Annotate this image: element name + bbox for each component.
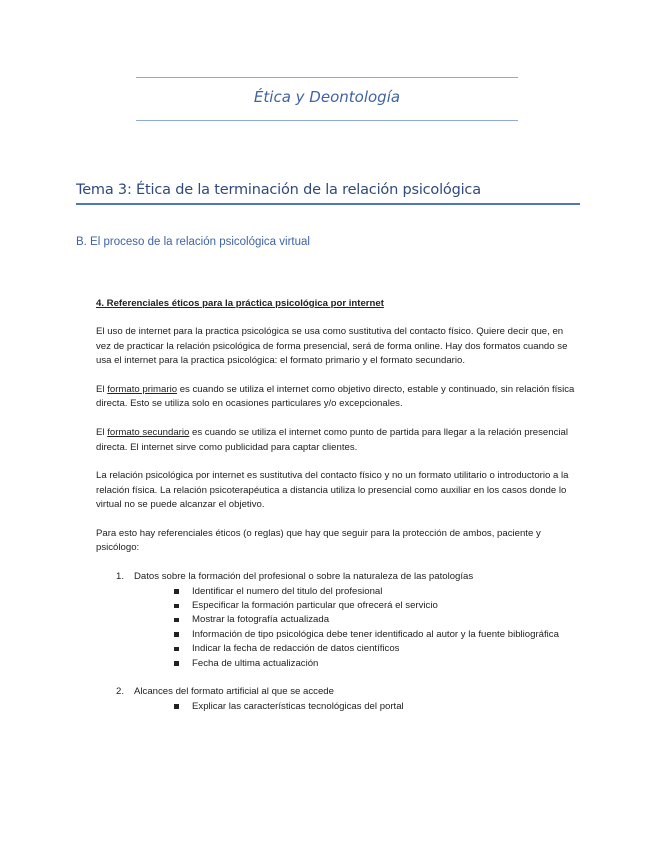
bullet-item xyxy=(174,585,580,599)
square-bullet-icon xyxy=(174,632,179,637)
square-bullet-icon xyxy=(174,618,179,623)
header-rule-bottom xyxy=(136,120,518,121)
paragraph-3-lead: El xyxy=(96,427,108,439)
bullet-item xyxy=(174,700,580,714)
list-item-text: Datos sobre la formación del profesional o sobre la naturaleza de las patologías xyxy=(134,571,474,583)
bullet-item xyxy=(174,657,580,671)
bullet-text: Especificar la formación particular que ofrecerá el servicio xyxy=(192,600,438,612)
term-formato-secundario: formato secundario xyxy=(107,427,190,439)
square-bullet-icon xyxy=(174,661,179,666)
term-formato-primario: formato primario xyxy=(107,384,178,396)
chapter-title: Tema 3: Ética de la terminación de la relación psicológica xyxy=(76,182,580,205)
square-bullet-icon xyxy=(174,604,179,609)
list-item-number: 1. xyxy=(116,571,125,583)
list-item-number: 2. xyxy=(116,686,125,698)
paragraph-3-rest: es cuando se utiliza el internet como punto de partida para llegar a la relación presencial directa. El internet sirve como publicidad para captar clientes. xyxy=(96,427,568,453)
bullet-item xyxy=(174,613,580,627)
paragraph-3 xyxy=(96,426,580,455)
bullet-text: Identificar el numero del titulo del profesional xyxy=(192,585,383,597)
paragraph-1: El uso de internet para la practica psicológica se usa como sustitutiva del contacto físico. Quiere decir que, en vez de practicar la relación psicológica de forma presencial, será de forma online. Hay dos formatos cuando se usa el internet para la practica psicológica: el formato primario y el formato secundario. xyxy=(96,326,568,367)
paragraph-2-lead: El xyxy=(96,384,108,396)
bullet-text: Explicar las características tecnológicas del portal xyxy=(192,700,404,712)
bullet-text: Mostrar la fotografía actualizada xyxy=(192,614,330,626)
bullet-list xyxy=(134,700,580,714)
paragraph-2 xyxy=(96,383,580,412)
numbered-list xyxy=(96,570,580,714)
paragraph-5: Para esto hay referenciales éticos (o reglas) que hay que seguir para la protección de ambos, paciente y psicólogo: xyxy=(96,528,541,554)
paragraph-4: La relación psicológica por internet es sustitutiva del contacto físico y no un formato utilitario o introductorio a la relación física. La relación psicoterapéutica a distancia utiliza lo presencial como auxiliar en los casos donde lo virtual no se puede alcanzar el objetivo. xyxy=(96,470,569,511)
header-title: Ética y Deontología xyxy=(253,88,401,106)
document-body xyxy=(96,297,580,729)
bullet-text: Información de tipo psicológica debe tener identificado al autor y la fuente bibliográfica xyxy=(192,628,559,640)
bullet-item xyxy=(174,599,580,613)
square-bullet-icon xyxy=(174,589,179,594)
square-bullet-icon xyxy=(174,647,179,652)
paragraph-2-rest: es cuando se utiliza el internet como objetivo directo, estable y continuado, sin relación física directa. Esto se utiliza solo en ocasiones particulares y/o excepcionales. xyxy=(96,384,575,410)
sub-heading: 4. Referenciales éticos para la práctica psicológica por internet xyxy=(96,298,384,309)
bullet-text: Indicar la fecha de redacción de datos científicos xyxy=(192,643,400,655)
header-rule-top xyxy=(136,77,518,78)
list-item xyxy=(96,685,580,714)
bullet-item xyxy=(174,642,580,656)
list-item xyxy=(96,570,580,671)
square-bullet-icon xyxy=(174,704,179,709)
bullet-list xyxy=(134,585,580,671)
bullet-text: Fecha de ultima actualización xyxy=(192,657,319,669)
list-item-text: Alcances del formato artificial al que se accede xyxy=(134,686,334,698)
bullet-item xyxy=(174,628,580,642)
section-title: B. El proceso de la relación psicológica virtual xyxy=(76,236,310,248)
